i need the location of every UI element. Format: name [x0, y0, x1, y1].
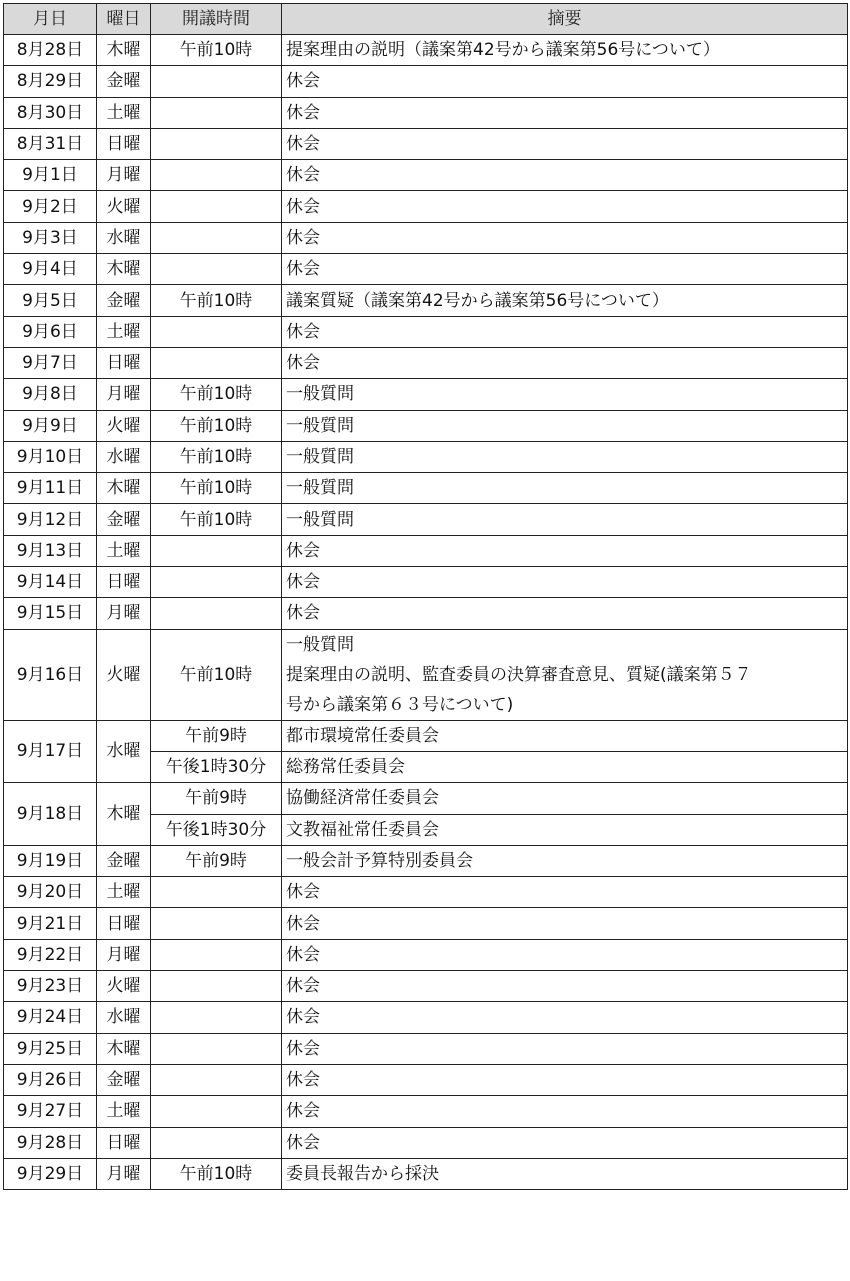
summary-cell: 休会	[282, 66, 848, 97]
date-cell: 9月15日	[4, 598, 97, 629]
summary-cell: 一般質問	[282, 473, 848, 504]
summary-cell: 休会	[282, 160, 848, 191]
time-cell: 午後1時30分	[151, 814, 282, 845]
date-cell: 9月3日	[4, 222, 97, 253]
date-cell: 9月20日	[4, 877, 97, 908]
header-summary: 摘要	[282, 4, 848, 35]
date-cell: 9月16日	[4, 629, 97, 720]
summary-cell: 休会	[282, 971, 848, 1002]
weekday-cell: 水曜	[97, 1002, 151, 1033]
date-cell: 9月4日	[4, 254, 97, 285]
date-cell: 9月11日	[4, 473, 97, 504]
weekday-cell: 木曜	[97, 473, 151, 504]
time-cell: 午前9時	[151, 720, 282, 751]
table-row	[4, 128, 848, 159]
table-row	[4, 877, 848, 908]
time-cell: 午前10時	[151, 473, 282, 504]
weekday-cell: 木曜	[97, 783, 151, 846]
date-cell: 9月25日	[4, 1033, 97, 1064]
summary-cell: 総務常任委員会	[282, 751, 848, 782]
summary-cell: 休会	[282, 191, 848, 222]
table-row	[4, 285, 848, 316]
date-cell: 9月29日	[4, 1158, 97, 1189]
table-row	[4, 347, 848, 378]
header-date: 月日	[4, 4, 97, 35]
summary-cell: 休会	[282, 1033, 848, 1064]
table-row	[4, 35, 848, 66]
summary-cell: 休会	[282, 222, 848, 253]
date-cell: 9月8日	[4, 379, 97, 410]
date-cell: 9月18日	[4, 783, 97, 846]
date-cell: 9月5日	[4, 285, 97, 316]
summary-cell: 休会	[282, 97, 848, 128]
weekday-cell: 月曜	[97, 379, 151, 410]
weekday-cell: 金曜	[97, 1064, 151, 1095]
table-row	[4, 379, 848, 410]
date-cell: 9月7日	[4, 347, 97, 378]
summary-cell: 休会	[282, 598, 848, 629]
weekday-cell: 日曜	[97, 128, 151, 159]
weekday-cell: 水曜	[97, 720, 151, 783]
weekday-cell: 火曜	[97, 629, 151, 720]
table-row	[4, 939, 848, 970]
time-cell	[151, 535, 282, 566]
summary-cell	[282, 629, 848, 720]
time-cell	[151, 316, 282, 347]
time-cell	[151, 254, 282, 285]
summary-line: 提案理由の説明、監査委員の決算審査意見、質疑(議案第５７	[286, 664, 752, 685]
date-cell: 8月31日	[4, 128, 97, 159]
summary-cell: 休会	[282, 939, 848, 970]
time-cell: 午前10時	[151, 35, 282, 66]
summary-cell: 休会	[282, 1002, 848, 1033]
time-cell	[151, 1064, 282, 1095]
time-cell	[151, 908, 282, 939]
table-row	[4, 971, 848, 1002]
date-cell: 9月24日	[4, 1002, 97, 1033]
header-time: 開議時間	[151, 4, 282, 35]
date-cell: 9月27日	[4, 1096, 97, 1127]
table-row	[4, 1064, 848, 1095]
time-cell	[151, 1002, 282, 1033]
table-row	[4, 97, 848, 128]
weekday-cell: 土曜	[97, 535, 151, 566]
summary-cell: 休会	[282, 1064, 848, 1095]
table-row	[4, 254, 848, 285]
date-cell: 9月9日	[4, 410, 97, 441]
weekday-cell: 火曜	[97, 971, 151, 1002]
summary-cell: 休会	[282, 567, 848, 598]
summary-cell: 休会	[282, 1127, 848, 1158]
weekday-cell: 火曜	[97, 410, 151, 441]
weekday-cell: 金曜	[97, 66, 151, 97]
summary-cell: 休会	[282, 254, 848, 285]
time-cell	[151, 128, 282, 159]
schedule-body	[4, 35, 848, 1190]
summary-line: 一般質問	[286, 634, 354, 655]
summary-cell: 休会	[282, 128, 848, 159]
summary-cell: 一般質問	[282, 410, 848, 441]
time-cell	[151, 1033, 282, 1064]
weekday-cell: 土曜	[97, 316, 151, 347]
table-row	[4, 191, 848, 222]
date-cell: 9月12日	[4, 504, 97, 535]
table-row	[4, 441, 848, 472]
date-cell: 8月30日	[4, 97, 97, 128]
time-cell	[151, 567, 282, 598]
table-row	[4, 598, 848, 629]
time-cell	[151, 877, 282, 908]
time-cell	[151, 191, 282, 222]
table-row	[4, 1002, 848, 1033]
time-cell: 午前10時	[151, 379, 282, 410]
weekday-cell: 火曜	[97, 191, 151, 222]
date-cell: 9月17日	[4, 720, 97, 783]
date-cell: 9月6日	[4, 316, 97, 347]
time-cell	[151, 66, 282, 97]
weekday-cell: 水曜	[97, 441, 151, 472]
time-cell: 午前10時	[151, 410, 282, 441]
summary-cell: 提案理由の説明（議案第42号から議案第56号について）	[282, 35, 848, 66]
weekday-cell: 日曜	[97, 347, 151, 378]
table-row	[4, 1158, 848, 1189]
weekday-cell: 日曜	[97, 908, 151, 939]
time-cell: 午前10時	[151, 285, 282, 316]
time-cell	[151, 1096, 282, 1127]
header-row	[4, 4, 848, 35]
table-row	[4, 845, 848, 876]
weekday-cell: 金曜	[97, 845, 151, 876]
summary-cell: 一般会計予算特別委員会	[282, 845, 848, 876]
date-cell: 9月19日	[4, 845, 97, 876]
date-cell: 9月10日	[4, 441, 97, 472]
time-cell: 午前10時	[151, 629, 282, 720]
time-cell: 午後1時30分	[151, 751, 282, 782]
weekday-cell: 月曜	[97, 939, 151, 970]
date-cell: 8月28日	[4, 35, 97, 66]
summary-cell: 休会	[282, 877, 848, 908]
date-cell: 9月1日	[4, 160, 97, 191]
table-row	[4, 1033, 848, 1064]
session-schedule-table	[3, 3, 848, 1190]
table-row	[4, 783, 848, 814]
date-cell: 9月2日	[4, 191, 97, 222]
summary-cell: 休会	[282, 908, 848, 939]
time-cell	[151, 598, 282, 629]
table-row	[4, 316, 848, 347]
date-cell: 8月29日	[4, 66, 97, 97]
date-cell: 9月28日	[4, 1127, 97, 1158]
time-cell	[151, 160, 282, 191]
time-cell	[151, 971, 282, 1002]
summary-line: 号から議案第６３号について)	[286, 694, 514, 715]
summary-cell: 一般質問	[282, 441, 848, 472]
table-row	[4, 473, 848, 504]
summary-cell: 一般質問	[282, 504, 848, 535]
table-row	[4, 222, 848, 253]
weekday-cell: 日曜	[97, 1127, 151, 1158]
summary-cell: 協働経済常任委員会	[282, 783, 848, 814]
table-row	[4, 1096, 848, 1127]
date-cell: 9月23日	[4, 971, 97, 1002]
summary-cell: 休会	[282, 347, 848, 378]
table-row	[4, 629, 848, 720]
time-cell: 午前9時	[151, 845, 282, 876]
weekday-cell: 土曜	[97, 97, 151, 128]
summary-cell: 都市環境常任委員会	[282, 720, 848, 751]
weekday-cell: 土曜	[97, 877, 151, 908]
summary-cell: 一般質問	[282, 379, 848, 410]
summary-cell: 委員長報告から採決	[282, 1158, 848, 1189]
time-cell: 午前10時	[151, 504, 282, 535]
weekday-cell: 日曜	[97, 567, 151, 598]
time-cell	[151, 347, 282, 378]
weekday-cell: 月曜	[97, 160, 151, 191]
summary-cell: 文教福祉常任委員会	[282, 814, 848, 845]
table-row	[4, 504, 848, 535]
table-row	[4, 567, 848, 598]
time-cell: 午前10時	[151, 1158, 282, 1189]
table-row	[4, 1127, 848, 1158]
date-cell: 9月13日	[4, 535, 97, 566]
weekday-cell: 木曜	[97, 254, 151, 285]
table-row	[4, 160, 848, 191]
weekday-cell: 月曜	[97, 1158, 151, 1189]
header-weekday: 曜日	[97, 4, 151, 35]
time-cell	[151, 1127, 282, 1158]
weekday-cell: 金曜	[97, 285, 151, 316]
date-cell: 9月21日	[4, 908, 97, 939]
time-cell	[151, 97, 282, 128]
time-cell: 午前9時	[151, 783, 282, 814]
summary-cell: 休会	[282, 535, 848, 566]
weekday-cell: 月曜	[97, 598, 151, 629]
weekday-cell: 木曜	[97, 35, 151, 66]
time-cell	[151, 222, 282, 253]
table-row	[4, 66, 848, 97]
summary-cell: 休会	[282, 1096, 848, 1127]
summary-cell: 議案質疑（議案第42号から議案第56号について）	[282, 285, 848, 316]
summary-cell: 休会	[282, 316, 848, 347]
table-row	[4, 535, 848, 566]
table-row	[4, 908, 848, 939]
date-cell: 9月14日	[4, 567, 97, 598]
time-cell	[151, 939, 282, 970]
weekday-cell: 金曜	[97, 504, 151, 535]
date-cell: 9月22日	[4, 939, 97, 970]
date-cell: 9月26日	[4, 1064, 97, 1095]
weekday-cell: 土曜	[97, 1096, 151, 1127]
table-row	[4, 410, 848, 441]
table-row	[4, 720, 848, 751]
weekday-cell: 水曜	[97, 222, 151, 253]
time-cell: 午前10時	[151, 441, 282, 472]
weekday-cell: 木曜	[97, 1033, 151, 1064]
